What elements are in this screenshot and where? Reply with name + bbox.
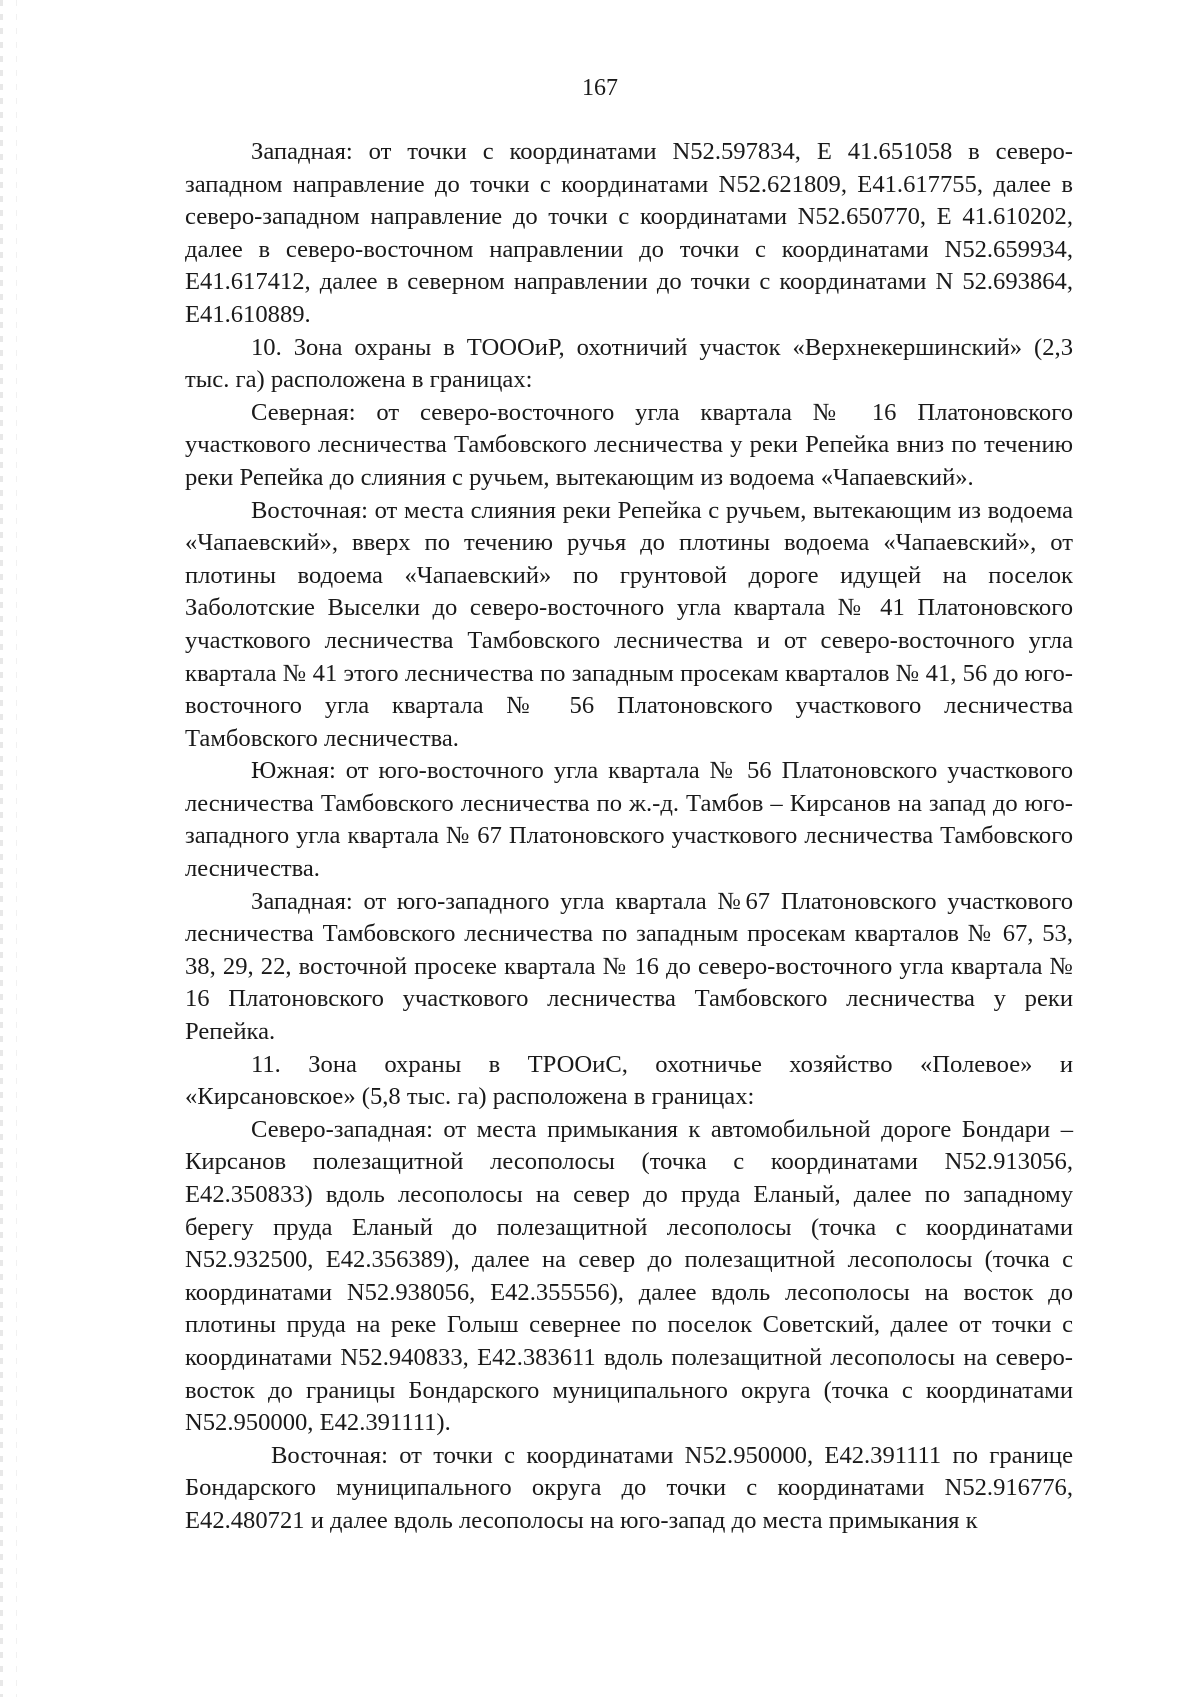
paragraph-zone-10-heading: 10. Зона охраны в ТОООиР, охотничий участок «Верхнекершинский» (2,3 тыс. га) расположена в границах: bbox=[185, 333, 1073, 394]
page-number: 167 bbox=[582, 75, 618, 101]
paragraph-zone-10-north: Северная: от северо-восточного угла квартала № 16 Платоновского участкового лесничества Тамбовского лесничества у реки Репейка вниз по течению реки Репейка до слияния с ручьем, вытекающим из водоема «Чапаевский». bbox=[185, 398, 1073, 491]
paragraph-western-boundary-9: Западная: от точки с координатами N52.597834, E 41.651058 в северо-западном направление до точки с координатами N52.621809, E41.617755, далее в северо-западном направление до точки с координатами N52.650770, E 41.610202, далее в северо-восточном направлении до точки с координатами N52.659934, E41.617412, далее в северном направлении до точки с координатами N 52.693864, E41.610889. bbox=[185, 138, 1073, 328]
scan-edge-artifact bbox=[0, 0, 3, 1697]
paragraph-zone-11-heading: 11. Зона охраны в ТРООиС, охотничье хозяйство «Полевое» и «Кирсановское» (5,8 тыс. га) расположена в границах: bbox=[185, 1050, 1073, 1111]
scan-edge-artifact-inner bbox=[16, 0, 17, 1697]
paragraph-zone-11-east: Восточная: от точки с координатами N52.950000, E42.391111 по границе Бондарского муниципального округа до точки с координатами N52.916776, E42.480721 и далее вдоль лесополосы на юго-запад до места примыкания к bbox=[185, 1441, 1073, 1534]
paragraph-zone-10-south: Южная: от юго-восточного угла квартала № 56 Платоновского участкового лесничества Тамбовского лесничества по ж.-д. Тамбов – Кирсанов на запад до юго-западного угла квартала № 67 Платоновского участкового лесничества Тамбовского лесничества. bbox=[185, 757, 1073, 883]
paragraph-zone-11-northwest: Северо-западная: от места примыкания к автомобильной дороге Бондари – Кирсанов полезащитной лесополосы (точка с координатами N52.913056, E42.350833) вдоль лесополосы на север до пруда Еланый, далее по западному берегу пруда Еланый до полезащитной лесополосы (точка с координатами N52.932500, E42.356389), далее на север до полезащитной лесополосы (точка с координатами N52.938056, E42.355556), далее вдоль лесополосы на восток до плотины пруда на реке Голыш севернее по поселок Советский, далее от точки с координатами N52.940833, E42.383611 вдоль полезащитной лесополосы на северо-восток до границы Бондарского муниципального округа (точка с координатами N52.950000, E42.391111). bbox=[185, 1115, 1073, 1437]
paragraph-zone-10-west: Западная: от юго-западного угла квартала №67 Платоновского участкового лесничества Тамбовского лесничества по западным просекам кварталов № 67, 53, 38, 29, 22, восточной просеке квартала № 16 до северо-восточного угла квартала № 16 Платоновского участкового лесничества Тамбовского лесничества у реки Репейка. bbox=[185, 887, 1073, 1046]
paragraph-zone-10-east: Восточная: от места слияния реки Репейка с ручьем, вытекающим из водоема «Чапаевский», вверх по течению ручья до плотины водоема «Чапаевский», от плотины водоема «Чапаевский» по грунтовой дороге идущей на поселок Заболотские Выселки до северо-восточного угла квартала № 41 Платоновского участкового лесничества Тамбовского лесничества и от северо-восточного угла квартала № 41 этого лесничества по западным просекам кварталов № 41, 56 до юго-восточного угла квартала № 56 Платоновского участкового лесничества Тамбовского лесничества. bbox=[185, 496, 1073, 752]
document-body bbox=[185, 136, 1073, 1538]
